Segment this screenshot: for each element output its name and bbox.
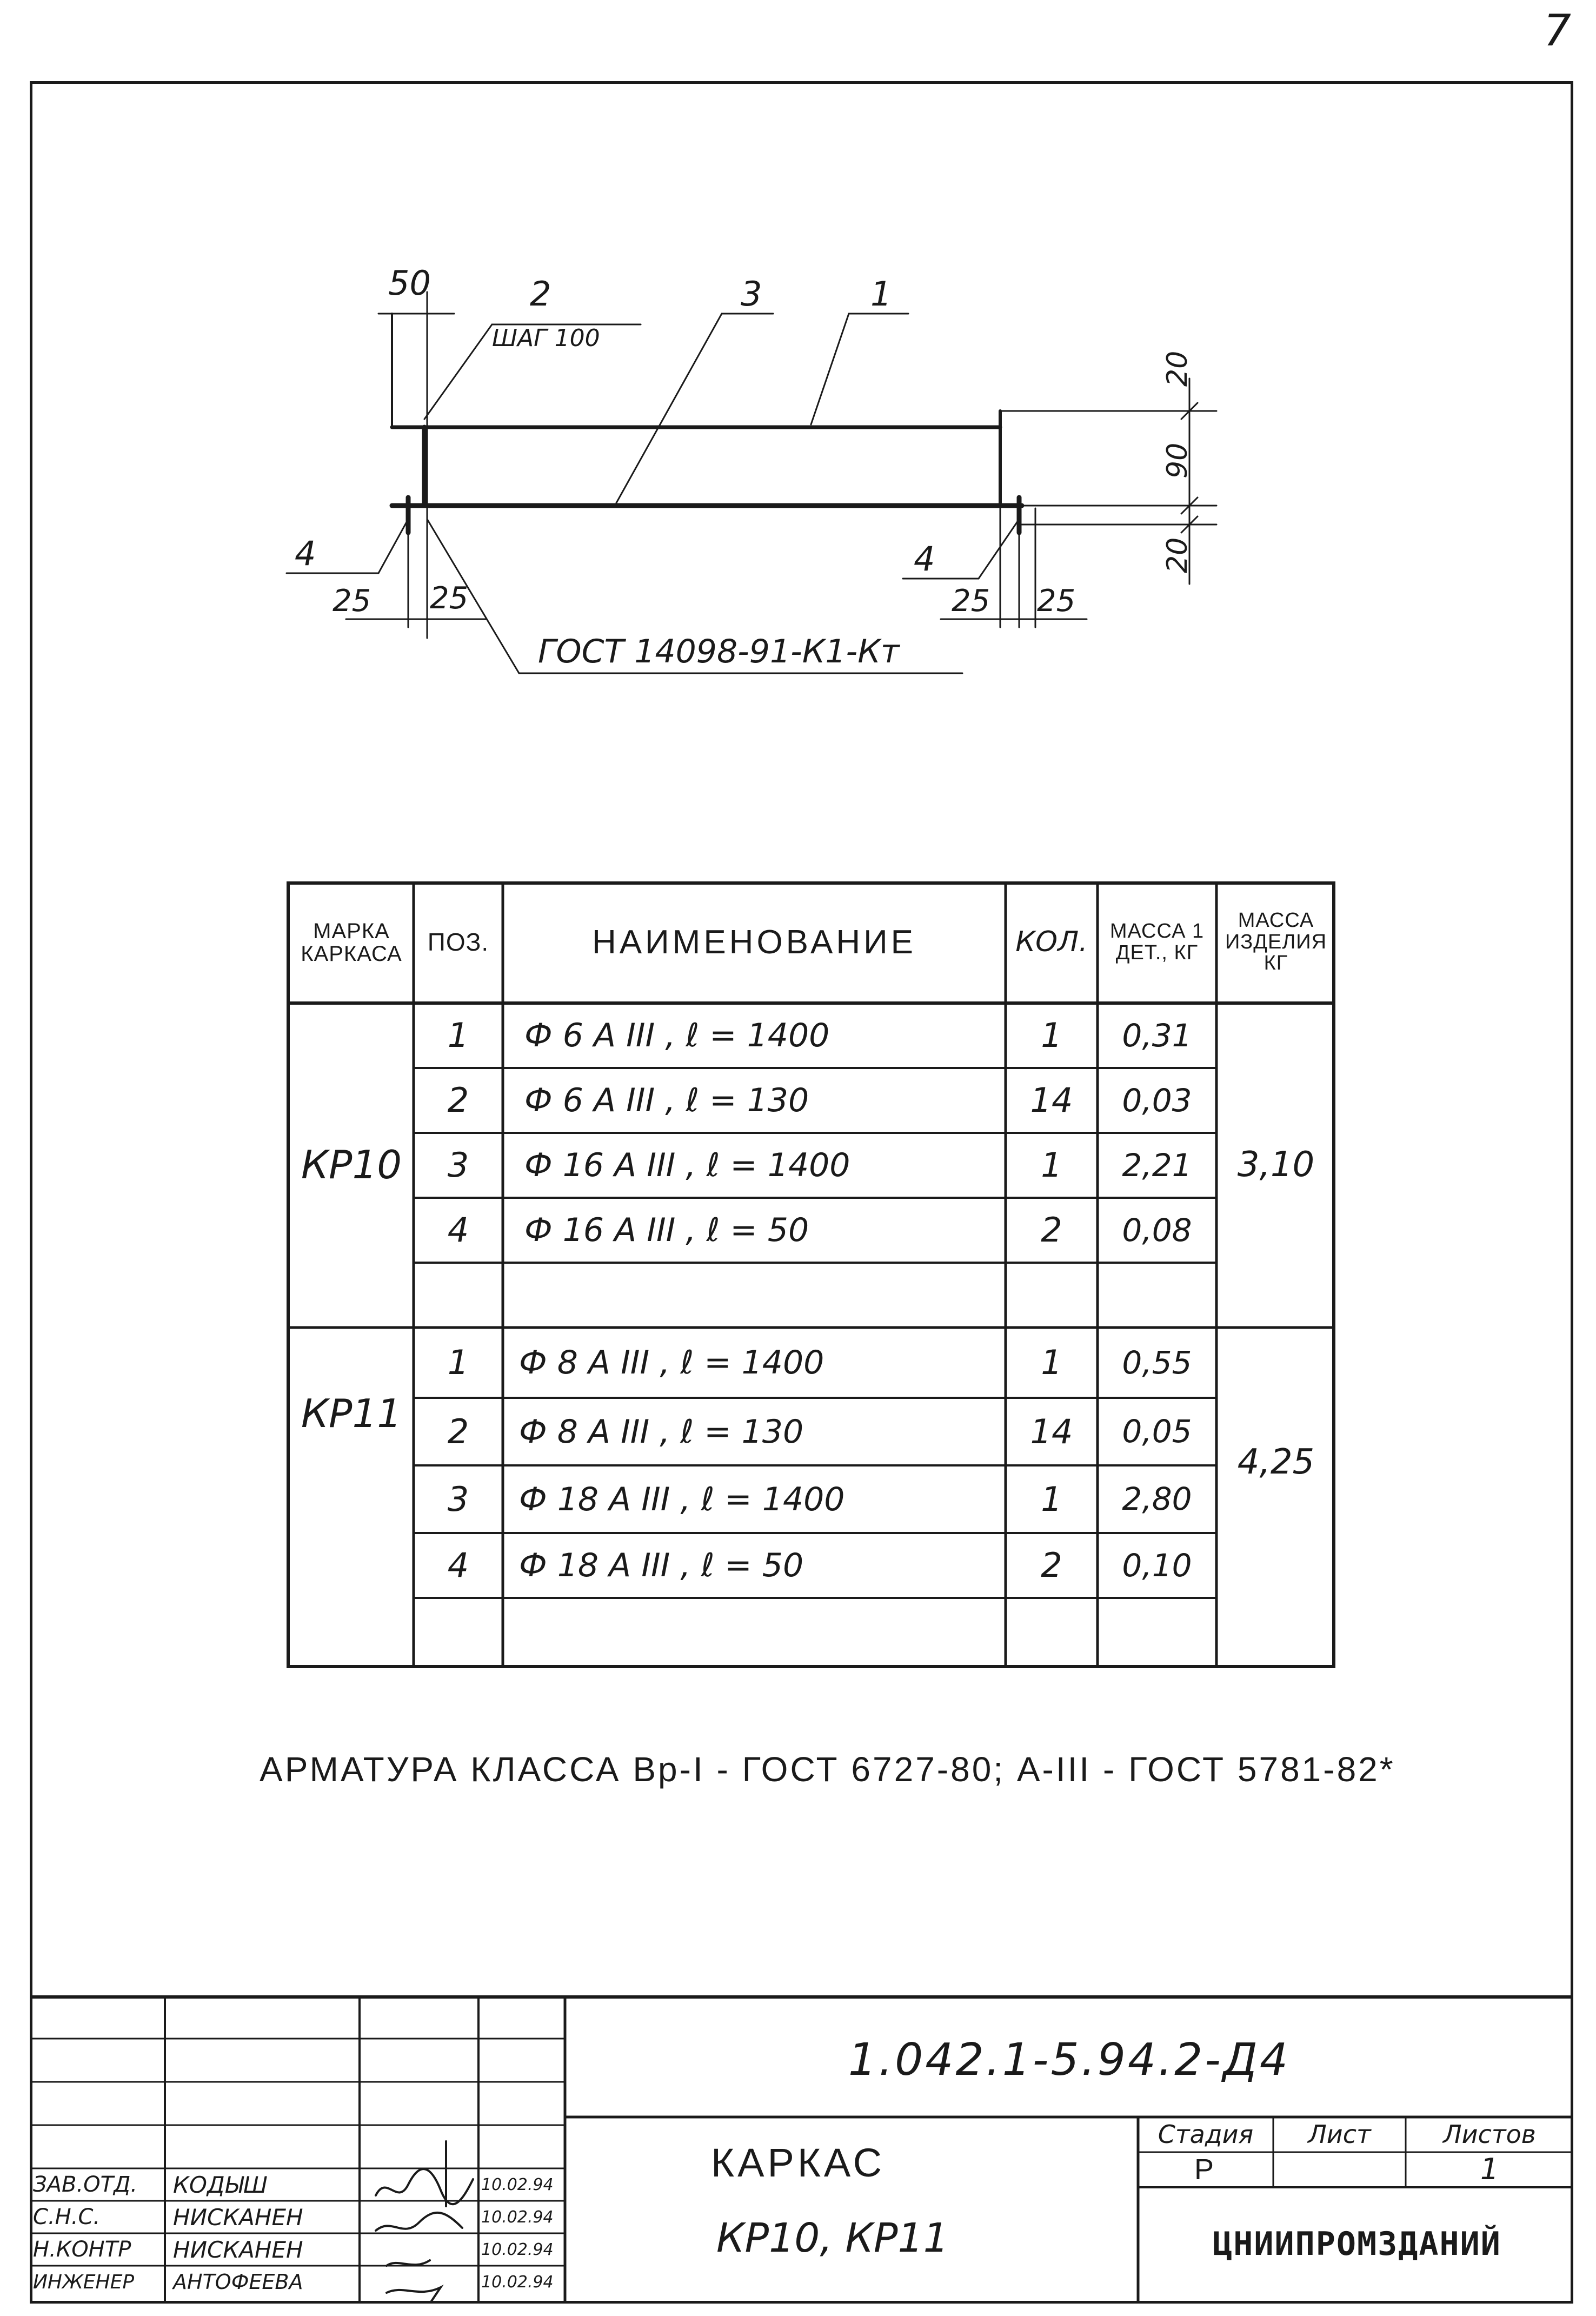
row-mass: 0,55 (1122, 1344, 1192, 1381)
dim-20-bottom: 20 (1161, 537, 1194, 573)
signature-date: 10.02.94 (481, 2272, 554, 2292)
dim-20-top: 20 (1161, 350, 1194, 387)
label-pos-4-left: 4 (295, 534, 316, 573)
title-block (30, 1995, 1573, 2304)
label-pos-2: 2 (530, 274, 551, 314)
header-mass-unit: МАССА 1 ДЕТ., КГ (1109, 919, 1205, 964)
row-pos: 2 (447, 1411, 469, 1451)
dim-25-b: 25 (430, 581, 469, 616)
row-qty: 14 (1030, 1411, 1073, 1451)
row-name: Ф 6 А III , ℓ = 130 (524, 1081, 809, 1119)
sheet-value (1273, 2152, 1406, 2187)
row-qty: 1 (1041, 1343, 1062, 1383)
step-label: ШАГ 100 (492, 324, 600, 352)
group-mark: КР10 (301, 1142, 402, 1188)
page-number: 7 (1544, 5, 1571, 56)
row-pos: 1 (447, 1343, 469, 1383)
signature-role: С.Н.С. (33, 2205, 101, 2229)
row-name: Ф 8 А III , ℓ = 1400 (519, 1344, 824, 1382)
row-name: Ф 16 А III , ℓ = 50 (524, 1211, 809, 1249)
row-name: Ф 18 А III , ℓ = 50 (519, 1547, 804, 1584)
cage-drawing (0, 0, 1596, 703)
reinforcement-note: АРМАТУРА КЛАССА Вр-I - ГОСТ 6727-80; А-III - ГОСТ 5781-82* (260, 1750, 1395, 1789)
signature-role: Н.КОНТР (33, 2237, 131, 2262)
label-pos-3: 3 (741, 274, 762, 314)
stage-header: Стадия (1158, 2120, 1254, 2149)
row-name: Ф 18 А III , ℓ = 1400 (519, 1480, 845, 1518)
weld-standard: ГОСТ 14098-91-К1-Кт (538, 633, 900, 671)
spec-table (287, 881, 1335, 1668)
row-qty: 1 (1041, 1479, 1062, 1519)
group-mark: КР11 (301, 1391, 402, 1437)
dim-90: 90 (1161, 442, 1194, 479)
row-mass: 0,31 (1122, 1017, 1192, 1054)
sheets-value: 1 (1480, 2152, 1499, 2187)
group-mass-product: 4,25 (1237, 1442, 1315, 1483)
signature-name: НИСКАНЕН (173, 2204, 303, 2231)
dim-25-d: 25 (1037, 583, 1076, 619)
signature-name: КОДЫШ (173, 2171, 268, 2198)
row-mass: 0,10 (1122, 1547, 1192, 1584)
row-mass: 0,05 (1122, 1413, 1192, 1450)
stage-value: Р (1194, 2153, 1218, 2186)
dim-50: 50 (388, 263, 431, 303)
group-mass-product: 3,10 (1237, 1145, 1315, 1185)
drawing-title-line1: КАРКАС (711, 2140, 886, 2186)
row-name: Ф 16 А III , ℓ = 1400 (524, 1146, 850, 1184)
row-mass: 2,21 (1122, 1146, 1192, 1184)
header-mark: МАРКА КАРКАСА (301, 919, 402, 966)
row-qty: 14 (1030, 1080, 1073, 1120)
row-mass: 0,03 (1122, 1081, 1192, 1119)
signature-date: 10.02.94 (481, 2175, 554, 2194)
row-pos: 3 (447, 1479, 469, 1519)
signature-name: АНТОФЕЕВА (173, 2270, 303, 2294)
row-qty: 1 (1041, 1145, 1062, 1185)
dim-25-c: 25 (952, 583, 990, 619)
row-name: Ф 8 А III , ℓ = 130 (519, 1412, 804, 1451)
row-qty: 2 (1041, 1210, 1062, 1250)
signature-scribbles (365, 2131, 478, 2304)
header-pos: ПОЗ. (427, 928, 489, 957)
row-name: Ф 6 А III , ℓ = 1400 (524, 1017, 830, 1054)
row-pos: 4 (447, 1210, 469, 1250)
label-pos-4-right: 4 (914, 539, 935, 579)
row-qty: 1 (1041, 1016, 1062, 1056)
signature-date: 10.02.94 (481, 2240, 554, 2259)
dim-25-a: 25 (332, 583, 371, 619)
signature-role: ИНЖЕНЕР (33, 2271, 135, 2293)
row-pos: 2 (447, 1080, 469, 1120)
label-pos-1: 1 (870, 274, 892, 314)
signature-date: 10.02.94 (481, 2207, 554, 2227)
signature-role: ЗАВ.ОТД. (33, 2172, 138, 2197)
row-pos: 3 (447, 1145, 469, 1185)
row-qty: 2 (1041, 1545, 1062, 1585)
row-pos: 1 (447, 1016, 469, 1056)
header-mass-product: МАССА ИЗДЕЛИЯ КГ (1225, 908, 1327, 975)
sheets-header: Листов (1443, 2120, 1536, 2149)
header-name: НАИМЕНОВАНИЕ (591, 923, 917, 961)
row-pos: 4 (447, 1545, 469, 1585)
header-qty: КОЛ. (1015, 926, 1088, 959)
row-mass: 0,08 (1122, 1211, 1192, 1249)
row-mass: 2,80 (1122, 1481, 1192, 1518)
signature-name: НИСКАНЕН (173, 2236, 303, 2263)
organization-name: ЦНИИПРОМЗДАНИЙ (1213, 2225, 1501, 2263)
drawing-title-line2: КР10, КР11 (716, 2215, 949, 2262)
sheet-header: Лист (1308, 2120, 1371, 2149)
document-code: 1.042.1-5.94.2-Д4 (848, 2034, 1291, 2086)
